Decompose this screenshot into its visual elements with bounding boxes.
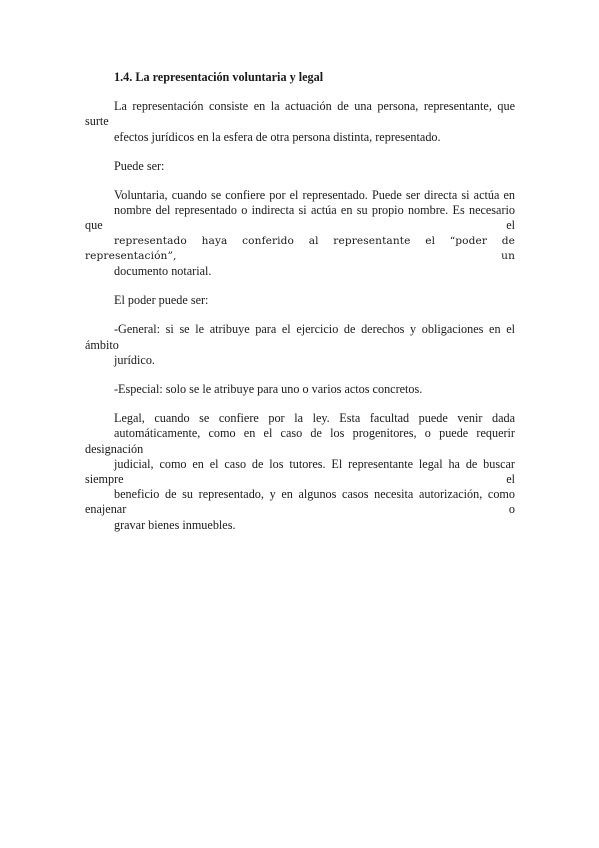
legal-line-5: gravar bienes inmuebles.	[114, 517, 236, 532]
paragraph-puede-ser: Puede ser:	[114, 158, 165, 173]
paragraph-poder: El poder puede ser:	[114, 293, 209, 308]
paragraph-voluntaria	[85, 188, 515, 279]
general-line-1: -General: si se le atribuye para el ejercicio de derechos y obligaciones en el ámbito	[85, 322, 515, 352]
intro-line-2: efectos jurídicos en la esfera de otra persona distinta, representado.	[114, 129, 441, 144]
legal-line-1: Legal, cuando se confiere por la ley. Esta facultad puede venir dada	[114, 411, 515, 426]
paragraph-intro	[85, 99, 515, 145]
voluntaria-line-1: Voluntaria, cuando se confiere por el representado. Puede ser directa si actúa en	[114, 188, 515, 203]
paragraph-especial: -Especial: solo se le atribuye para uno o varios actos concretos.	[114, 382, 423, 397]
legal-line-4: beneficio de su representado, y en algunos casos necesita autorización, como enajenar o	[85, 487, 515, 517]
legal-line-3: judicial, como en el caso de los tutores. El representante legal ha de buscar siempre el	[85, 456, 515, 487]
voluntaria-line-3: representado haya conferido al representante el “poder de representación”, un	[85, 234, 515, 262]
paragraph-legal	[85, 411, 515, 533]
general-line-2: jurídico.	[114, 352, 155, 367]
voluntaria-line-4: documento notarial.	[114, 264, 212, 279]
intro-line-1: La representación consiste en la actuación de una persona, representante, que surte	[85, 99, 515, 129]
legal-line-2: automáticamente, como en el caso de los progenitores, o puede requerir designación	[85, 426, 515, 456]
section-heading: 1.4. La representación voluntaria y legal	[114, 70, 324, 84]
voluntaria-line-2: nombre del representado o indirecta si actúa en su propio nombre. Es necesario que el	[85, 203, 515, 233]
document-body	[85, 70, 515, 547]
paragraph-general	[85, 322, 515, 368]
